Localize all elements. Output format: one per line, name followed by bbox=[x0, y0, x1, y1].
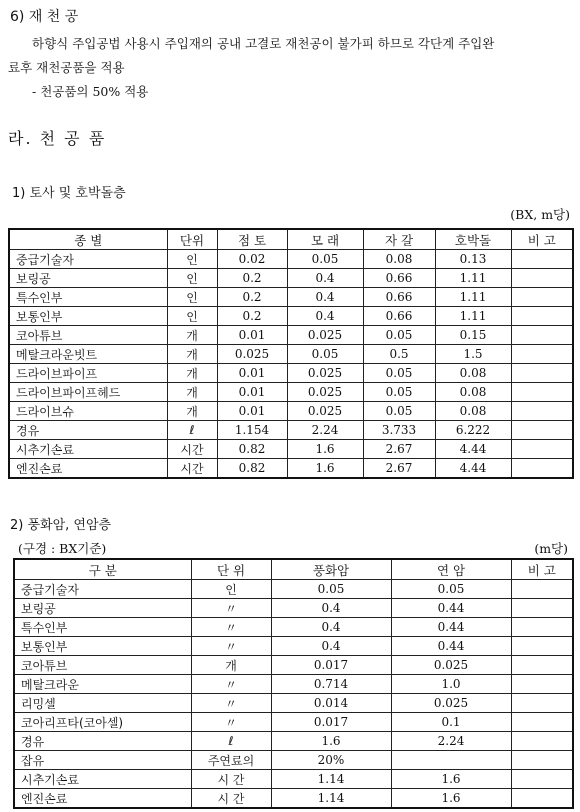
item-name-cell: 메탈크라운빗트 bbox=[9, 345, 167, 364]
note-cell bbox=[511, 713, 573, 732]
unit-cell: 개 bbox=[167, 345, 217, 364]
value-cell: 2.67 bbox=[363, 440, 435, 459]
table-row bbox=[9, 421, 573, 440]
value-cell: 1.11 bbox=[435, 307, 511, 326]
header-cell: 연 암 bbox=[391, 559, 511, 580]
value-cell: 1.6 bbox=[287, 459, 363, 479]
note-cell bbox=[511, 751, 573, 770]
value-cell: 0.017 bbox=[271, 713, 391, 732]
unit-cell: 인 bbox=[167, 269, 217, 288]
rebore-description bbox=[8, 32, 576, 104]
value-cell: 0.1 bbox=[391, 713, 511, 732]
value-cell: 0.05 bbox=[363, 402, 435, 421]
item-name-cell: 코아튜브 bbox=[14, 656, 191, 675]
value-cell: 0.4 bbox=[287, 307, 363, 326]
value-cell: 20% bbox=[271, 751, 391, 770]
value-cell: 0.66 bbox=[363, 307, 435, 326]
value-cell: 1.6 bbox=[391, 770, 511, 789]
unit-cell: ℓ bbox=[167, 421, 217, 440]
header-cell: 모 래 bbox=[287, 229, 363, 250]
value-cell: 0.4 bbox=[271, 618, 391, 637]
item-name-cell: 중급기술자 bbox=[9, 250, 167, 269]
value-cell: 0.13 bbox=[435, 250, 511, 269]
header-cell: 종 별 bbox=[9, 229, 167, 250]
table-row bbox=[14, 618, 573, 637]
value-cell: 0.01 bbox=[217, 402, 287, 421]
value-cell: 0.025 bbox=[287, 326, 363, 345]
unit-cell: ℓ bbox=[191, 732, 271, 751]
item-name-cell: 엔진손료 bbox=[9, 459, 167, 479]
header-cell: 구 분 bbox=[14, 559, 191, 580]
item-name-cell: 드라이브파이프 bbox=[9, 364, 167, 383]
unit-cell: 〃 bbox=[191, 637, 271, 656]
item-name-cell: 메탈크라운 bbox=[14, 675, 191, 694]
unit-cell: 〃 bbox=[191, 618, 271, 637]
note-cell bbox=[511, 402, 573, 421]
header-cell: 풍화암 bbox=[271, 559, 391, 580]
item-name-cell: 코아튜브 bbox=[9, 326, 167, 345]
value-cell: 1.6 bbox=[287, 440, 363, 459]
value-cell: 6.222 bbox=[435, 421, 511, 440]
value-cell: 0.714 bbox=[271, 675, 391, 694]
table-row bbox=[14, 675, 573, 694]
unit-cell: 인 bbox=[167, 307, 217, 326]
unit-cell: 〃 bbox=[191, 694, 271, 713]
table2-caption-left: (구경 : BX기준) bbox=[18, 541, 107, 556]
unit-cell: 시 간 bbox=[191, 789, 271, 809]
value-cell: 1.154 bbox=[217, 421, 287, 440]
unit-cell: 〃 bbox=[191, 599, 271, 618]
rock-drilling-table bbox=[13, 558, 574, 809]
value-cell: 0.82 bbox=[217, 459, 287, 479]
unit-cell: 〃 bbox=[191, 675, 271, 694]
value-cell: 0.014 bbox=[271, 694, 391, 713]
header-cell: 점 토 bbox=[217, 229, 287, 250]
value-cell: 0.82 bbox=[217, 440, 287, 459]
unit-cell: 〃 bbox=[191, 713, 271, 732]
item-name-cell: 드라이브파이프헤드 bbox=[9, 383, 167, 402]
rebore-text-line-2: 료후 재천공품을 적용 bbox=[8, 60, 125, 75]
value-cell: 2.24 bbox=[391, 732, 511, 751]
table-header-row bbox=[14, 559, 573, 580]
item-name-cell: 잡유 bbox=[14, 751, 191, 770]
value-cell: 0.025 bbox=[287, 383, 363, 402]
note-cell bbox=[511, 288, 573, 307]
value-cell: 0.025 bbox=[287, 364, 363, 383]
note-cell bbox=[511, 364, 573, 383]
unit-cell: 개 bbox=[167, 402, 217, 421]
note-cell bbox=[511, 637, 573, 656]
table-row bbox=[9, 326, 573, 345]
value-cell: 3.733 bbox=[363, 421, 435, 440]
value-cell: 0.01 bbox=[217, 326, 287, 345]
value-cell: 1.0 bbox=[391, 675, 511, 694]
item-name-cell: 드라이브슈 bbox=[9, 402, 167, 421]
note-cell bbox=[511, 694, 573, 713]
table-row bbox=[9, 459, 573, 479]
note-cell bbox=[511, 580, 573, 599]
note-cell bbox=[511, 383, 573, 402]
table-row bbox=[14, 713, 573, 732]
value-cell: 0.025 bbox=[391, 694, 511, 713]
value-cell bbox=[391, 751, 511, 770]
value-cell: 0.025 bbox=[287, 402, 363, 421]
value-cell: 1.14 bbox=[271, 789, 391, 809]
soil-drilling-table bbox=[8, 228, 574, 479]
item-name-cell: 시추기손료 bbox=[9, 440, 167, 459]
value-cell: 0.05 bbox=[363, 364, 435, 383]
value-cell: 0.05 bbox=[391, 580, 511, 599]
table1-unit-note: (BX, m당) bbox=[510, 207, 570, 222]
header-cell: 자 갈 bbox=[363, 229, 435, 250]
table-row bbox=[9, 364, 573, 383]
value-cell: 0.05 bbox=[271, 580, 391, 599]
table-row bbox=[14, 580, 573, 599]
value-cell: 0.025 bbox=[391, 656, 511, 675]
item-name-cell: 코아리프타(코아셀) bbox=[14, 713, 191, 732]
value-cell: 0.15 bbox=[435, 326, 511, 345]
note-cell bbox=[511, 421, 573, 440]
unit-cell: 시 간 bbox=[191, 770, 271, 789]
table-header-row bbox=[9, 229, 573, 250]
value-cell: 0.4 bbox=[287, 288, 363, 307]
unit-cell: 인 bbox=[191, 580, 271, 599]
item-name-cell: 보링공 bbox=[9, 269, 167, 288]
value-cell: 0.2 bbox=[217, 307, 287, 326]
note-cell bbox=[511, 732, 573, 751]
table-row bbox=[14, 751, 573, 770]
note-cell bbox=[511, 770, 573, 789]
value-cell: 0.44 bbox=[391, 599, 511, 618]
note-cell bbox=[511, 459, 573, 479]
section-heading-rebore: 6) 재 천 공 bbox=[10, 9, 79, 25]
value-cell: 1.11 bbox=[435, 288, 511, 307]
item-name-cell: 특수인부 bbox=[14, 618, 191, 637]
unit-cell: 개 bbox=[167, 383, 217, 402]
header-cell: 단 위 bbox=[191, 559, 271, 580]
value-cell: 0.5 bbox=[363, 345, 435, 364]
value-cell: 0.08 bbox=[435, 383, 511, 402]
note-cell bbox=[511, 656, 573, 675]
item-name-cell: 보통인부 bbox=[9, 307, 167, 326]
table-row bbox=[14, 599, 573, 618]
note-cell bbox=[511, 675, 573, 694]
note-cell bbox=[511, 789, 573, 809]
item-name-cell: 중급기술자 bbox=[14, 580, 191, 599]
table-row bbox=[14, 656, 573, 675]
table-row bbox=[9, 440, 573, 459]
value-cell: 0.01 bbox=[217, 383, 287, 402]
item-name-cell: 보링공 bbox=[14, 599, 191, 618]
rebore-text-line-3: - 천공품의 50% 적용 bbox=[32, 84, 149, 99]
item-name-cell: 보통인부 bbox=[14, 637, 191, 656]
value-cell: 0.017 bbox=[271, 656, 391, 675]
table-row bbox=[14, 732, 573, 751]
unit-cell: 개 bbox=[167, 364, 217, 383]
value-cell: 2.67 bbox=[363, 459, 435, 479]
value-cell: 0.08 bbox=[363, 250, 435, 269]
value-cell: 1.11 bbox=[435, 269, 511, 288]
table2-title: 2) 풍화암, 연암층 bbox=[10, 518, 112, 533]
value-cell: 0.05 bbox=[287, 250, 363, 269]
value-cell: 4.44 bbox=[435, 440, 511, 459]
value-cell: 0.05 bbox=[363, 383, 435, 402]
table-row bbox=[9, 345, 573, 364]
value-cell: 0.08 bbox=[435, 402, 511, 421]
value-cell: 0.4 bbox=[271, 637, 391, 656]
table-row bbox=[14, 770, 573, 789]
value-cell: 0.44 bbox=[391, 618, 511, 637]
unit-cell: 주연료의 bbox=[191, 751, 271, 770]
value-cell: 0.4 bbox=[287, 269, 363, 288]
value-cell: 0.66 bbox=[363, 269, 435, 288]
unit-cell: 개 bbox=[191, 656, 271, 675]
value-cell: 1.14 bbox=[271, 770, 391, 789]
table1-title: 1) 토사 및 호박돌층 bbox=[12, 186, 126, 201]
table-row bbox=[9, 402, 573, 421]
header-cell: 단위 bbox=[167, 229, 217, 250]
value-cell: 0.01 bbox=[217, 364, 287, 383]
header-cell: 비 고 bbox=[511, 229, 573, 250]
value-cell: 2.24 bbox=[287, 421, 363, 440]
table-row bbox=[9, 269, 573, 288]
header-cell: 비 고 bbox=[511, 559, 573, 580]
value-cell: 0.025 bbox=[217, 345, 287, 364]
value-cell: 0.05 bbox=[287, 345, 363, 364]
value-cell: 0.2 bbox=[217, 269, 287, 288]
value-cell: 4.44 bbox=[435, 459, 511, 479]
note-cell bbox=[511, 269, 573, 288]
unit-cell: 시간 bbox=[167, 459, 217, 479]
note-cell bbox=[511, 326, 573, 345]
note-cell bbox=[511, 599, 573, 618]
table-row bbox=[9, 383, 573, 402]
item-name-cell: 엔진손료 bbox=[14, 789, 191, 809]
item-name-cell: 특수인부 bbox=[9, 288, 167, 307]
note-cell bbox=[511, 440, 573, 459]
table-row bbox=[14, 789, 573, 809]
section-heading-drilling: 라. 천 공 품 bbox=[8, 129, 107, 148]
item-name-cell: 경유 bbox=[14, 732, 191, 751]
unit-cell: 시간 bbox=[167, 440, 217, 459]
unit-cell: 인 bbox=[167, 288, 217, 307]
value-cell: 1.5 bbox=[435, 345, 511, 364]
note-cell bbox=[511, 307, 573, 326]
unit-cell: 인 bbox=[167, 250, 217, 269]
table-row bbox=[9, 288, 573, 307]
note-cell bbox=[511, 250, 573, 269]
value-cell: 0.08 bbox=[435, 364, 511, 383]
unit-cell: 개 bbox=[167, 326, 217, 345]
header-cell: 호박돌 bbox=[435, 229, 511, 250]
table-row bbox=[9, 307, 573, 326]
table-row bbox=[9, 250, 573, 269]
item-name-cell: 리밍셀 bbox=[14, 694, 191, 713]
value-cell: 0.2 bbox=[217, 288, 287, 307]
value-cell: 0.44 bbox=[391, 637, 511, 656]
value-cell: 0.05 bbox=[363, 326, 435, 345]
note-cell bbox=[511, 618, 573, 637]
table-row bbox=[14, 694, 573, 713]
table2-caption-right: (m당) bbox=[534, 541, 568, 556]
rebore-text-line-1: 하향식 주입공법 사용시 주입재의 공내 고결로 재천공이 불가피 하므로 각단계 주입완 bbox=[32, 36, 495, 51]
item-name-cell: 시추기손료 bbox=[14, 770, 191, 789]
note-cell bbox=[511, 345, 573, 364]
item-name-cell: 경유 bbox=[9, 421, 167, 440]
value-cell: 1.6 bbox=[271, 732, 391, 751]
value-cell: 0.4 bbox=[271, 599, 391, 618]
value-cell: 0.66 bbox=[363, 288, 435, 307]
value-cell: 1.6 bbox=[391, 789, 511, 809]
value-cell: 0.02 bbox=[217, 250, 287, 269]
table-row bbox=[14, 637, 573, 656]
